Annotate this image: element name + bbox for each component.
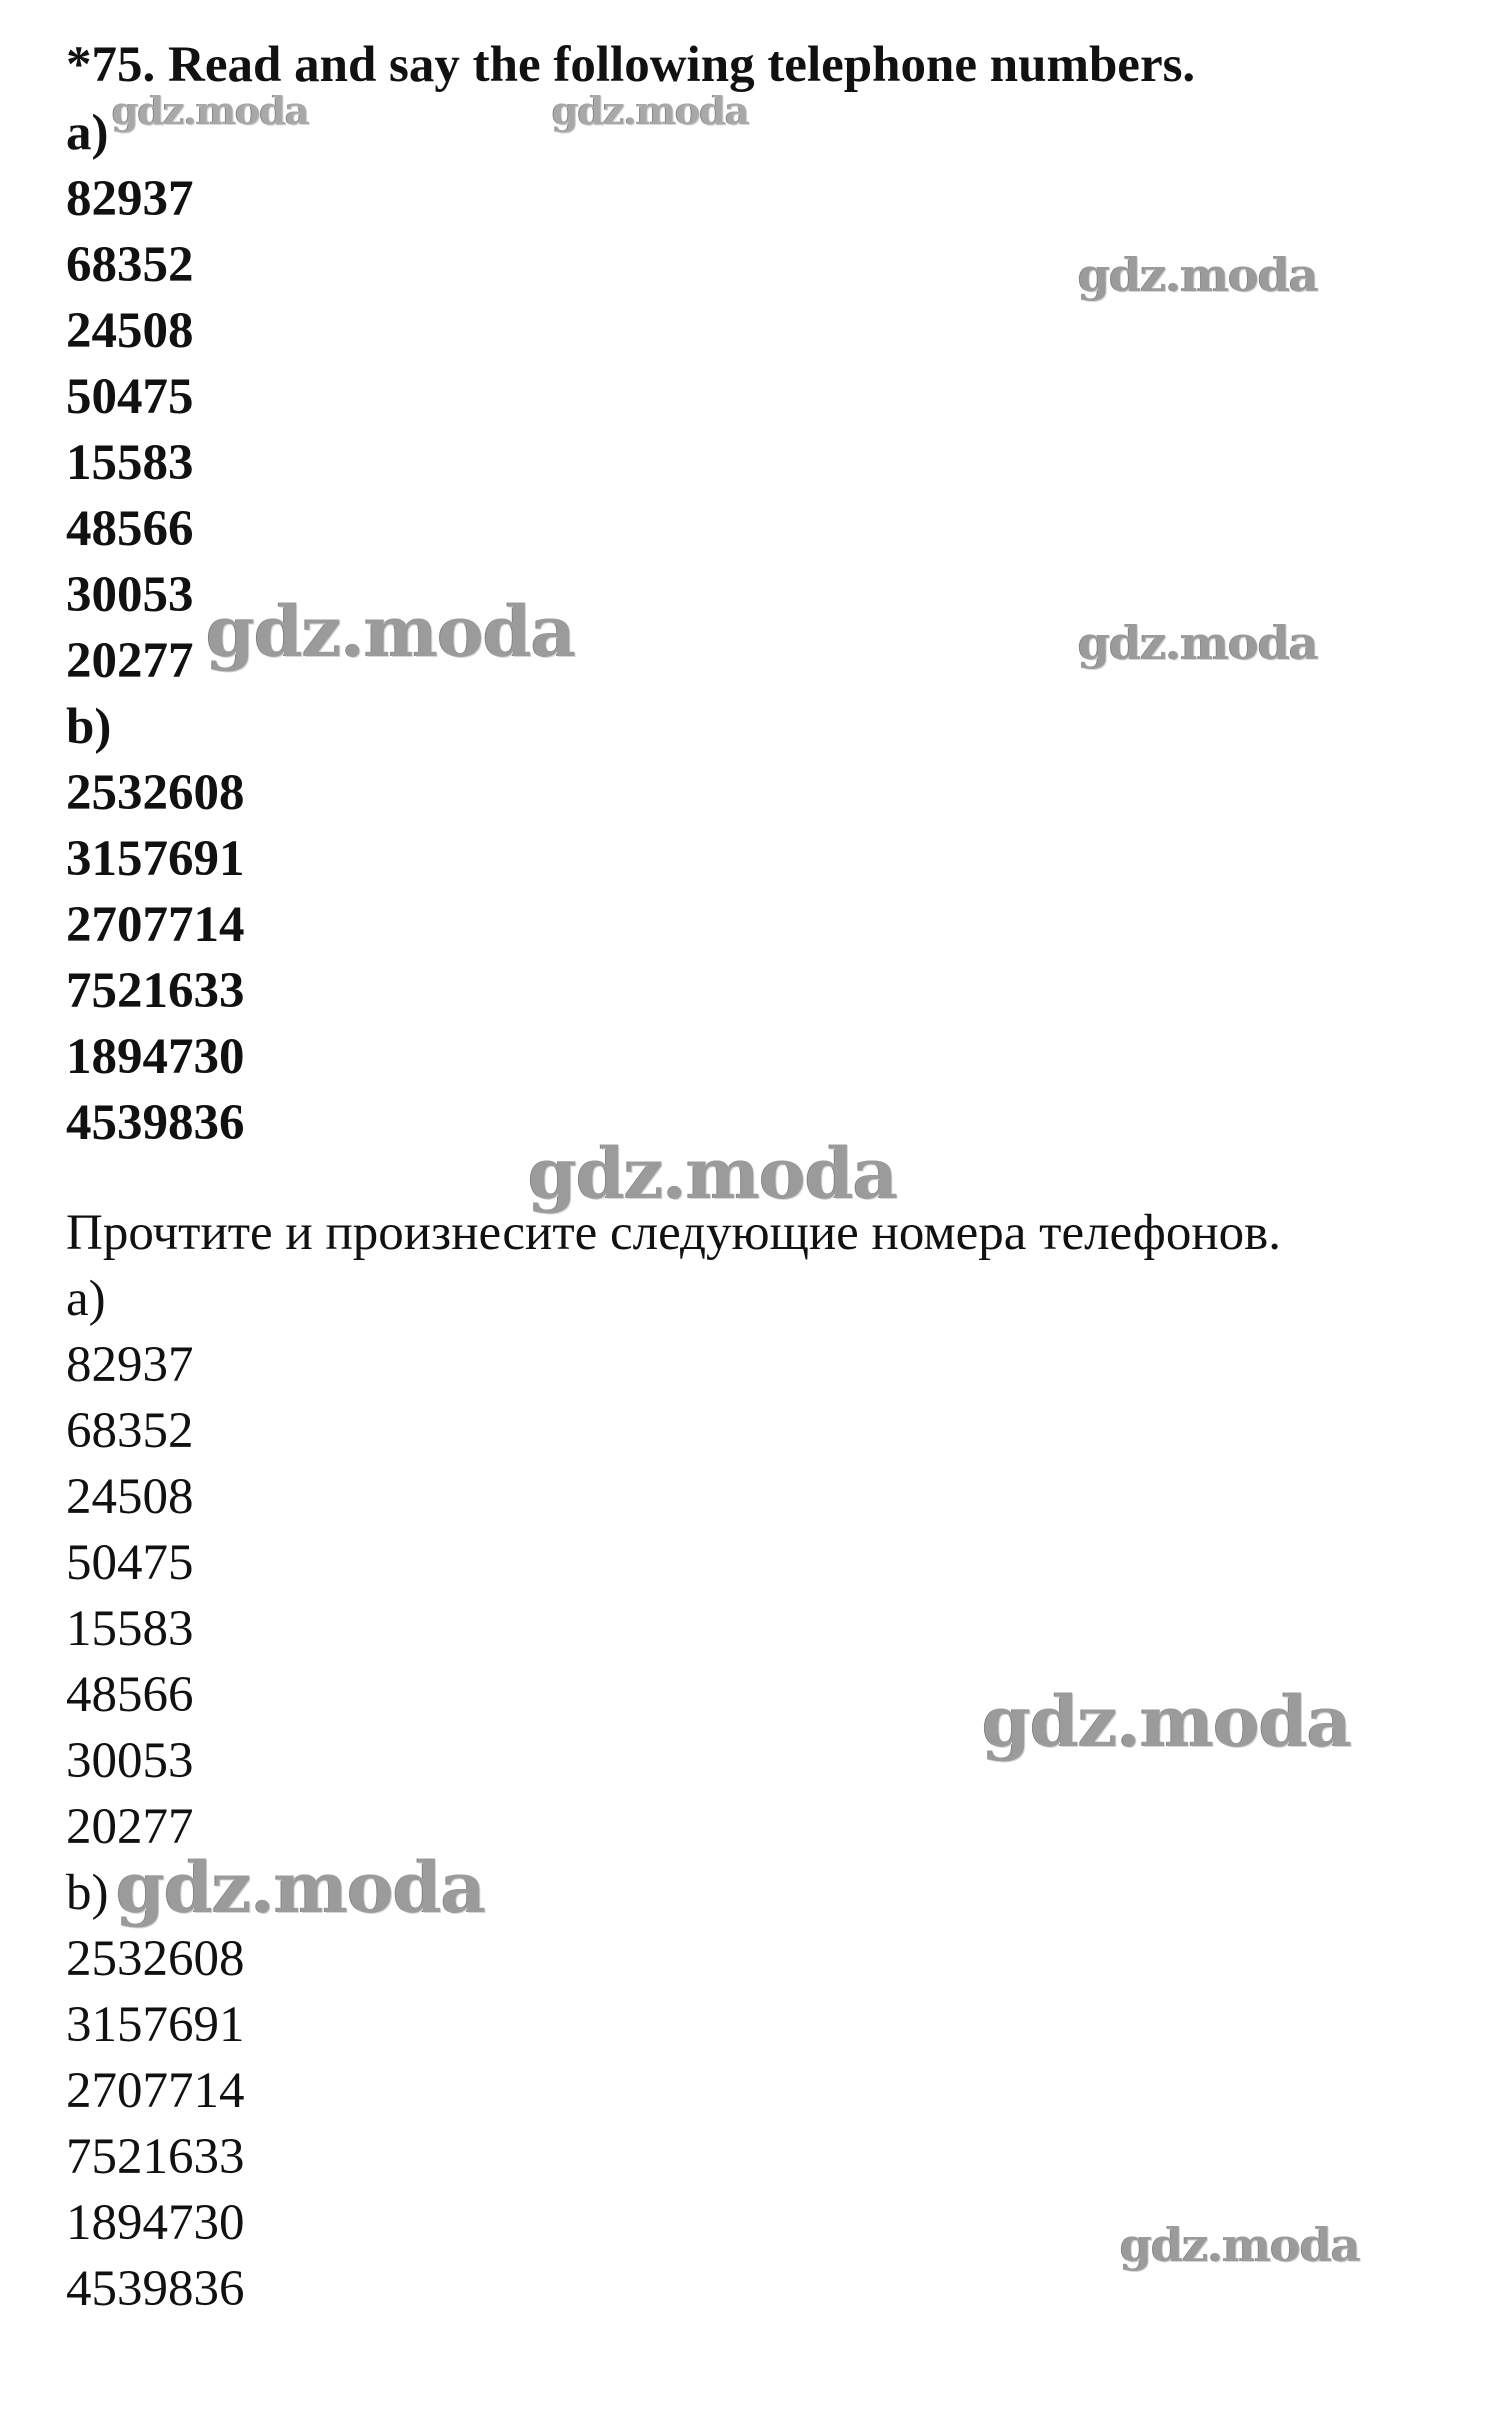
section-a-label: a) (66, 105, 109, 161)
phone-number: 7521633 (66, 2129, 245, 2185)
watermark: gdz.moda (982, 1680, 1352, 1763)
phone-number: 82937 (66, 1337, 194, 1393)
phone-number: 50475 (66, 369, 194, 425)
phone-number: 68352 (66, 237, 194, 293)
phone-number: 48566 (66, 501, 194, 557)
phone-number: 82937 (66, 171, 194, 227)
watermark: gdz.moda (206, 590, 576, 673)
phone-number: 48566 (66, 1667, 194, 1723)
phone-number: 68352 (66, 1403, 194, 1459)
phone-number: 2707714 (66, 2063, 245, 2119)
phone-number: 3157691 (66, 831, 245, 887)
section-b-label: b) (66, 699, 112, 755)
watermark: gdz.moda (552, 88, 749, 133)
phone-number: 30053 (66, 1733, 194, 1789)
phone-number: 1894730 (66, 1029, 245, 1085)
exercise-title: *75. Read and say the following telephone numbers. (66, 37, 1196, 93)
phone-number: 15583 (66, 1601, 194, 1657)
phone-number: 4539836 (66, 1095, 245, 1151)
phone-number: 4539836 (66, 2261, 245, 2317)
phone-number: 2532608 (66, 765, 245, 821)
watermark: gdz.moda (1078, 248, 1318, 302)
section-a-label: a) (66, 1271, 106, 1327)
phone-number: 30053 (66, 567, 194, 623)
phone-number: 7521633 (66, 963, 245, 1019)
watermark: gdz.moda (112, 88, 309, 133)
phone-number: 24508 (66, 1469, 194, 1525)
watermark: gdz.moda (116, 1846, 486, 1929)
phone-number: 20277 (66, 633, 194, 689)
phone-number: 3157691 (66, 1997, 245, 2053)
section-b-label: b) (66, 1865, 109, 1921)
phone-number: 24508 (66, 303, 194, 359)
phone-number: 2532608 (66, 1931, 245, 1987)
watermark: gdz.moda (528, 1132, 898, 1215)
phone-number: 2707714 (66, 897, 245, 953)
phone-number: 15583 (66, 435, 194, 491)
phone-number: 20277 (66, 1799, 194, 1855)
phone-number: 50475 (66, 1535, 194, 1591)
watermark: gdz.moda (1120, 2218, 1360, 2272)
watermark: gdz.moda (1078, 616, 1318, 670)
phone-number: 1894730 (66, 2195, 245, 2251)
translation-title: Прочтите и произнесите следующие номера телефонов. (66, 1205, 1281, 1261)
